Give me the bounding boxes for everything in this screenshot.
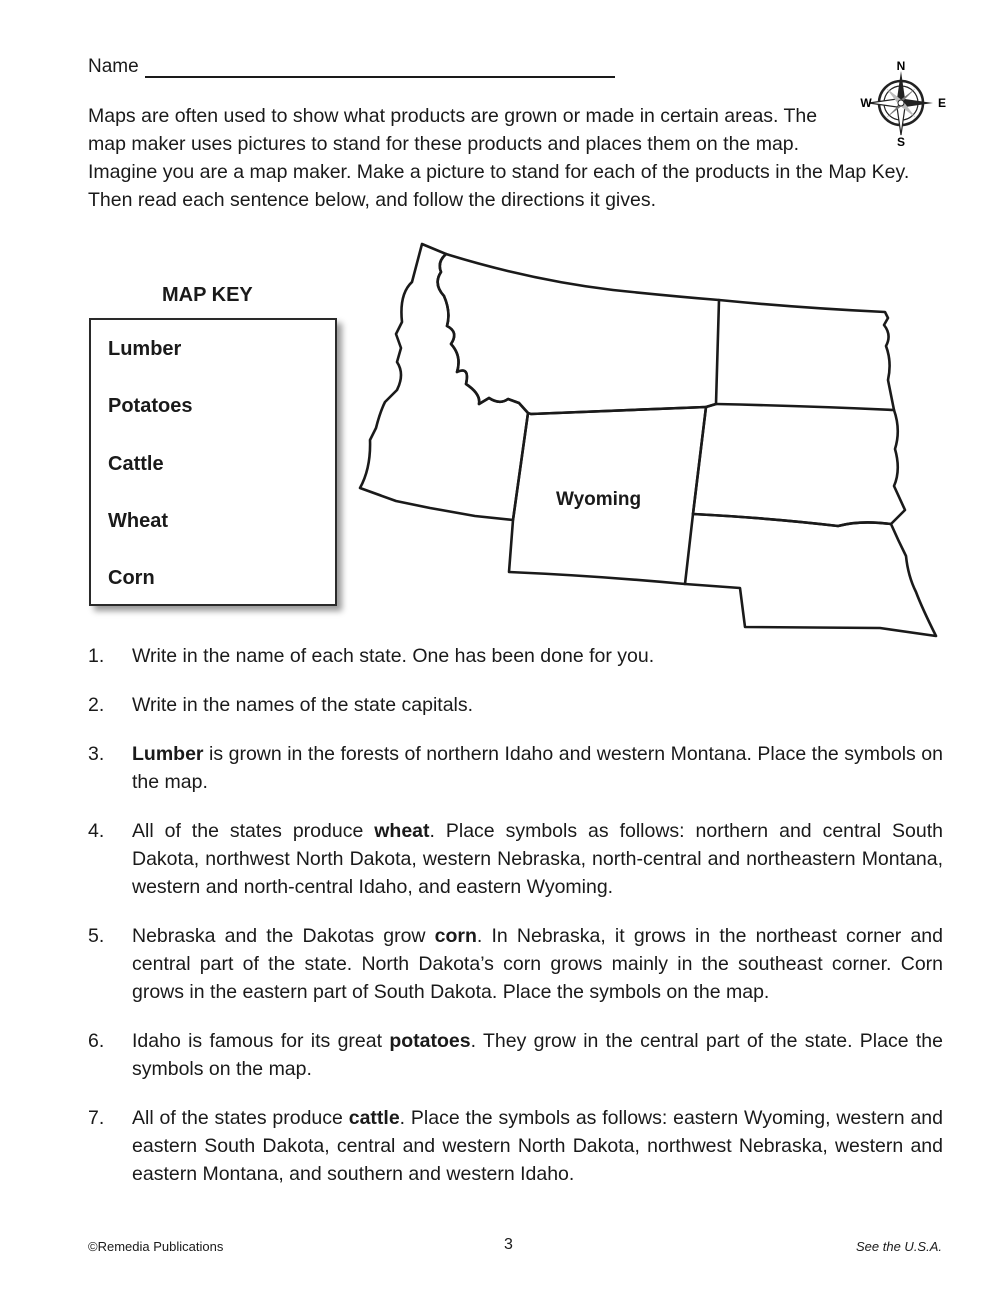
map-key-item-potatoes: Potatoes: [108, 395, 193, 417]
instruction-item: 2. Write in the names of the state capitals.: [88, 694, 474, 716]
compass-north-label: N: [896, 59, 906, 73]
montana-outline: [438, 254, 719, 414]
south-dakota-outline: [693, 404, 905, 526]
north-dakota-outline: [716, 300, 894, 410]
map-key-title: MAP KEY: [162, 284, 253, 306]
map-key-item-lumber: Lumber: [108, 338, 182, 360]
instruction-item: 7. All of the states produce cattle. Place the symbols as follows: eastern Wyoming, western and eastern South Dakota, central and western North Dakota, northwest Nebraska, western and eastern Montana, and southern and western Idaho.: [88, 1107, 943, 1185]
compass-east-label: E: [937, 96, 946, 110]
footer-page-number: 3: [504, 1236, 513, 1253]
wyoming-label: Wyoming: [556, 489, 642, 510]
map-key-item-wheat: Wheat: [108, 510, 168, 532]
states-outline-map: [350, 235, 950, 645]
footer-series-title: See the U.S.A.: [856, 1239, 942, 1254]
instruction-item: 4. All of the states produce wheat. Place symbols as follows: northern and central South Dakota, northwest North Dakota, western Nebraska, north-central and northeastern Montana, western and north-central Idaho, and eastern Wyoming.: [88, 820, 943, 898]
name-field-row: [88, 56, 615, 78]
instruction-item: 6. Idaho is famous for its great potatoes. They grow in the central part of the state. Place the symbols on the map.: [88, 1030, 943, 1080]
intro-text: Maps are often used to show what products are grown or made in certain areas. The map maker uses pictures to stand for these products and places them on the map. Imagine you are a map maker. Make a picture to stand for each of the products in the Map Key. Then read each sentence below, and follow the directions it gives.: [88, 105, 910, 211]
nebraska-outline: [685, 514, 936, 636]
name-label: Name: [88, 56, 139, 77]
footer-publisher: ©Remedia Publications: [88, 1239, 224, 1254]
intro-paragraph: [88, 102, 943, 214]
map-key-box: [89, 318, 337, 606]
compass-west-label: W: [860, 96, 872, 110]
instruction-item: 3. Lumber is grown in the forests of northern Idaho and western Montana. Place the symbols on the map.: [88, 743, 943, 793]
instruction-item: 5. Nebraska and the Dakotas grow corn. In Nebraska, it grows in the northeast corner and central part of the state. North Dakota’s corn grows mainly in the southeast corner. Corn grows in the eastern part of South Dakota. Place the symbols on the map.: [88, 925, 943, 1003]
map-key-item-corn: Corn: [108, 567, 155, 589]
instruction-item: 1. Write in the name of each state. One has been done for you.: [88, 645, 655, 667]
instructions-list: [88, 642, 943, 1209]
name-blank-line: [145, 60, 615, 78]
idaho-outline: [360, 244, 528, 520]
compass-south-label: S: [896, 135, 906, 148]
map-key-item-cattle: Cattle: [108, 453, 164, 475]
